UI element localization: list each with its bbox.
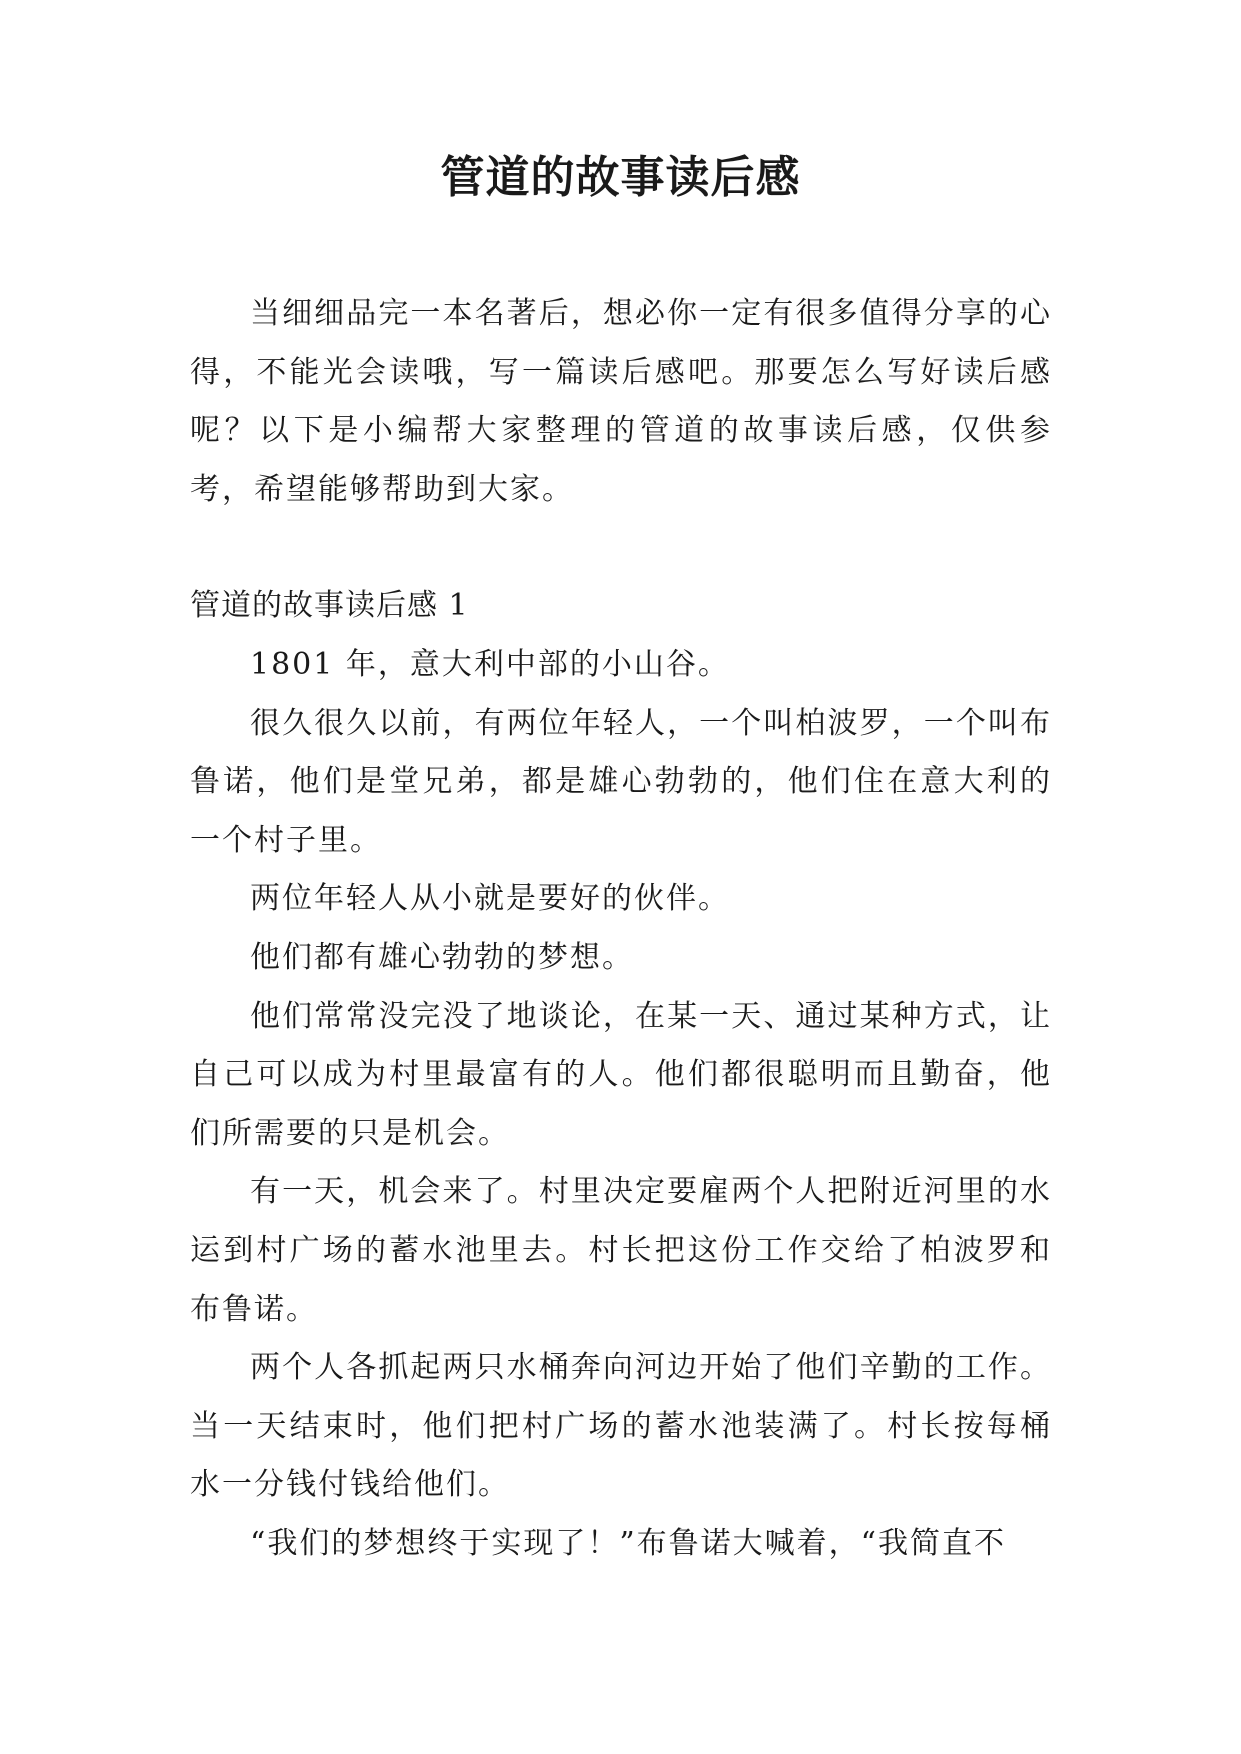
body-paragraph: 有一天，机会来了。村里决定要雇两个人把附近河里的水运到村广场的蓄水池里去。村长把这份工作交给了柏波罗和布鲁诺。 [190,1174,1052,1327]
body-paragraph: “我们的梦想终于实现了！”布鲁诺大喊着，“我简直不 [250,1525,1007,1561]
body-paragraph: 他们都有雄心勃勃的梦想。 [250,939,634,975]
body-paragraph: 两位年轻人从小就是要好的伙伴。 [250,881,730,917]
body-paragraph: 两个人各抓起两只水桶奔向河边开始了他们辛勤的工作。当一天结束时，他们把村广场的蓄水池装满了。村长按每桶水一分钱付钱给他们。 [190,1350,1052,1503]
intro-paragraph: 当细细品完一本名著后，想必你一定有很多值得分享的心得，不能光会读哦，写一篇读后感吧。那要怎么写好读后感呢？以下是小编帮大家整理的管道的故事读后感，仅供参考，希望能够帮助到大家。 [190,296,1052,507]
document-body [190,285,1052,1573]
body-paragraph: 很久很久以前，有两位年轻人，一个叫柏波罗，一个叫布鲁诺，他们是堂兄弟，都是雄心勃勃的，他们住在意大利的一个村子里。 [190,705,1052,858]
document-title: 管道的故事读后感 [440,152,801,203]
body-paragraph: 1801 年，意大利中部的小山谷。 [250,646,730,682]
section-heading: 管道的故事读后感 1 [190,588,469,624]
body-paragraph: 他们常常没完没了地谈论，在某一天、通过某种方式，让自己可以成为村里最富有的人。他们都很聪明而且勤奋，他们所需要的只是机会。 [190,998,1052,1151]
